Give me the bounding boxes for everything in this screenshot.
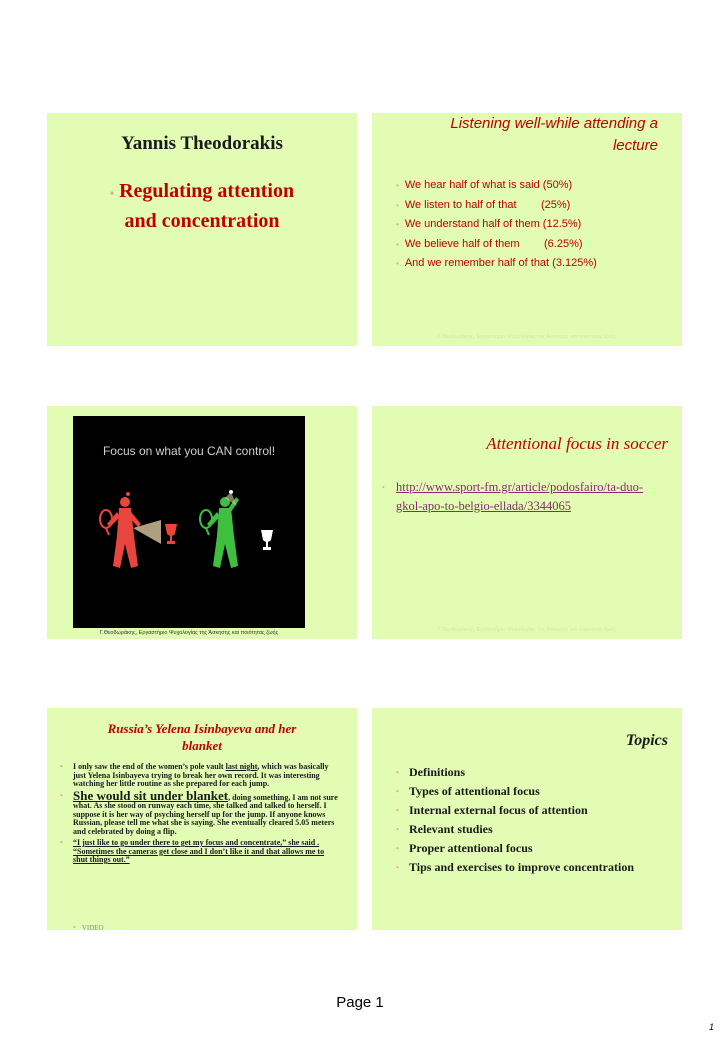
paragraph-text: I only saw the end of the women’s pole vault <box>73 762 226 771</box>
topics-list <box>396 763 634 877</box>
bullet-icon: • <box>396 844 399 853</box>
list-item <box>396 254 597 274</box>
page-number: 1 <box>708 1022 714 1032</box>
list-item <box>396 858 634 877</box>
list-item-text: We listen to half of that (25%) <box>404 198 571 211</box>
slide-footer: Γ.Θεοδωράκης, Εργαστήριο Ψυχολογίας της Άσκησης και ποιότητας ζωής <box>437 627 617 633</box>
video-label-text: VIDEO <box>81 924 104 930</box>
bullet-icon: • <box>60 790 63 800</box>
tennis-players-illustration <box>73 416 305 628</box>
author-name: Yannis Theodorakis <box>121 133 283 154</box>
video-label <box>73 923 104 930</box>
video-caption-text: Focus on what you CAN control! <box>102 444 276 458</box>
video-frame[interactable] <box>73 416 305 628</box>
heading-line-2: lecture <box>612 137 658 154</box>
link-item <box>382 478 660 516</box>
list-item <box>396 196 597 216</box>
quote-text: “I just like to go under there to get my focus and concentrate,” she said . “Sometimes the cameras get close and I don’t like it and that allows me to shut things out.” <box>73 838 325 864</box>
bullet-list <box>396 176 597 274</box>
slide-isinbayeva <box>47 708 357 930</box>
bullet-icon: • <box>396 863 399 872</box>
bullet-icon: • <box>396 239 399 249</box>
list-item-text: Internal external focus of attention <box>409 803 588 817</box>
paragraph <box>60 762 339 789</box>
list-item-text: Tips and exercises to improve concentration <box>409 860 634 874</box>
video-footer-caption: Γ.Θεοδωράκης, Εργαστήριο Ψυχολογίας της Άσκησης και ποιότητας ζωής <box>99 630 279 636</box>
slide-title-text <box>47 177 357 235</box>
slide-heading <box>47 720 357 754</box>
bullet-icon: • <box>396 825 399 834</box>
paragraph <box>60 838 339 865</box>
list-item-text: We understand half of them (12.5%) <box>404 218 582 230</box>
bullet-icon: • <box>109 186 115 200</box>
list-item-text: Relevant studies <box>409 822 493 836</box>
bullet-icon: • <box>396 259 399 268</box>
slide-body <box>60 762 339 868</box>
heading-line-2: blanket <box>182 738 222 753</box>
title-line-2: and concentration <box>124 210 280 232</box>
slide-topics <box>372 708 682 930</box>
slide-heading <box>392 113 658 157</box>
list-item <box>396 763 634 782</box>
list-item <box>396 176 597 196</box>
paragraph-emphasis: She would sit under blanket <box>73 787 229 803</box>
article-link[interactable]: http://www.sport-fm.gr/article/podosfairo/ta-duo-gkol-apo-to-belgio-ellada/3344065 <box>396 480 644 513</box>
list-item <box>396 801 634 820</box>
heading-line-1: Listening well-while attending a <box>450 115 658 132</box>
list-item-text: Types of attentional focus <box>409 784 540 798</box>
slide-heading: Attentional focus in soccer <box>486 434 668 453</box>
page-label: Page 1 <box>336 994 384 1011</box>
bullet-icon: • <box>396 200 399 210</box>
slide-heading: Topics <box>625 732 668 749</box>
title-line-1: Regulating attention <box>119 180 295 202</box>
slide-video <box>47 406 357 639</box>
paragraph-underlined: last night <box>225 762 258 771</box>
bullet-icon: • <box>396 768 399 777</box>
list-item-text: And we remember half of that (3.125%) <box>404 257 597 269</box>
list-item <box>396 782 634 801</box>
trophy-icon <box>261 530 273 550</box>
list-item-text: We hear half of what is said (50%) <box>404 179 573 191</box>
list-item-text: Proper attentional focus <box>409 841 533 855</box>
paragraph-text: , which was basically just Yelena Isinbayeva trying to break her own record. It was interesting watching her little routine as she prepared for each jump. <box>73 762 329 788</box>
list-item-text: Definitions <box>409 765 466 779</box>
bullet-icon: • <box>396 806 399 815</box>
slide-footer: Γ.Θεοδωράκης, Εργαστήριο Ψυχολογίας της Άσκησης και ποιότητας ζωής <box>437 334 617 340</box>
trophy-icon <box>165 524 177 544</box>
list-item-text: We believe half of them (6.25%) <box>404 237 583 250</box>
bullet-icon: • <box>396 220 399 229</box>
heading-line-1: Russia’s Yelena Isinbayeva and her <box>107 721 297 736</box>
list-item <box>396 820 634 839</box>
bullet-icon: • <box>396 181 399 190</box>
bullet-icon: • <box>60 762 63 771</box>
slide-title <box>47 113 357 346</box>
paragraph <box>60 787 339 837</box>
red-player-icon <box>107 497 141 568</box>
list-item <box>396 215 597 235</box>
paragraph-text: , doing something, I am not sure what. As she stood on runway each time, she talked and talked to herself. I suppose it is her way of psyching herself up for the jump. If anyone knows Russian, please tell me what she is saying. She eventually cleared 5.05 meters and celebrated by doing a flip. <box>73 792 338 836</box>
slide-listening <box>372 113 682 346</box>
bullet-icon: • <box>73 923 76 930</box>
bullet-icon: • <box>382 483 385 492</box>
list-item <box>396 839 634 858</box>
list-item <box>396 235 597 255</box>
bullet-icon: • <box>396 787 399 796</box>
bullet-icon: • <box>60 838 63 847</box>
slide-soccer <box>372 406 682 639</box>
green-player-icon <box>207 497 239 568</box>
